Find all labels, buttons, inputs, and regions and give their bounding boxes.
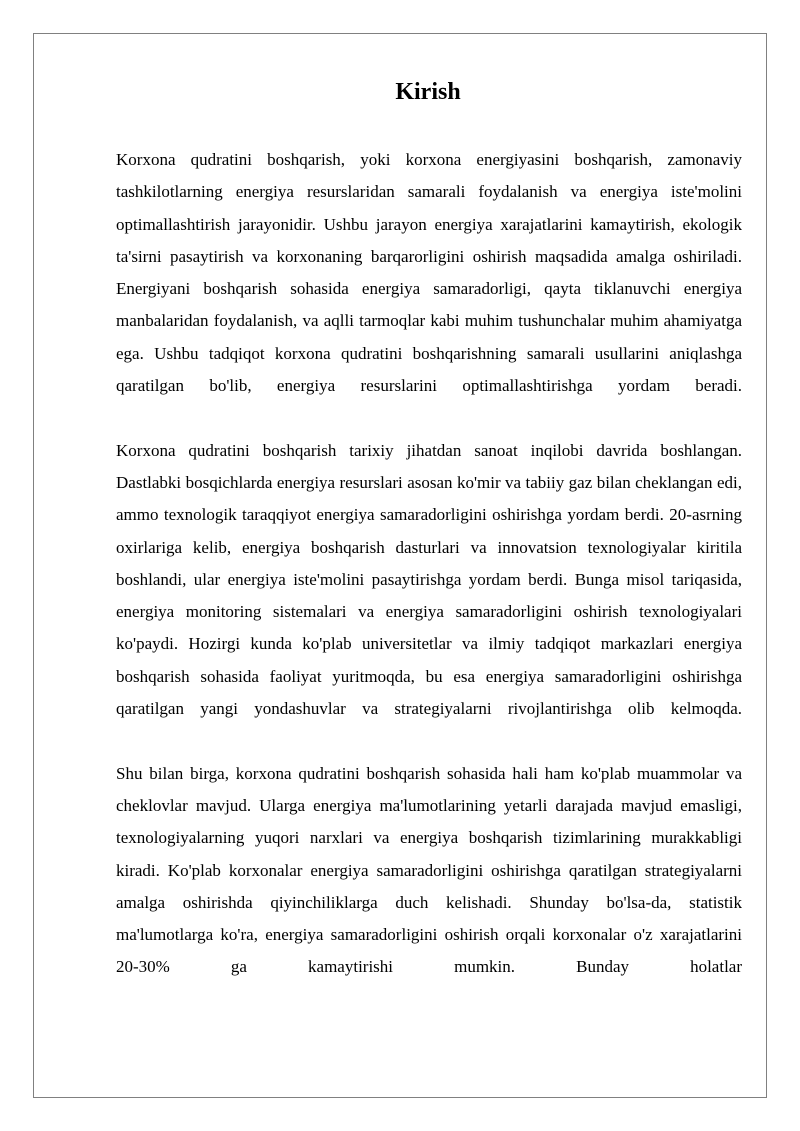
paragraph-2: Korxona qudratini boshqarish tarixiy jihatdan sanoat inqilobi davrida boshlangan. Dastlabki bosqichlarda energiya resurslari asosan ko'mir va tabiiy gaz bilan cheklangan edi, ammo texnologik taraqqiyot energiya samaradorligini oshirishga yordam berdi. 20-asrning oxirlariga kelib, energiya boshqarish dasturlari va innovatsion texnologiyalar kiritila boshlandi, ular energiya iste'molini pasaytirishga yordam berdi. Bunga misol tariqasida, energiya monitoring sistemalari va energiya samaradorligini oshirish texnologiyalari ko'paydi. Hozirgi kunda ko'plab universitetlar va ilmiy tadqiqot markazlari energiya boshqarish sohasida faoliyat yuritmoqda, bu esa energiya samaradorligini oshirishga qaratilgan yangi yondashuvlar va strategiyalarni rivojlantirishga olib kelmoqda. bbox=[116, 440, 742, 719]
document-title: Kirish bbox=[395, 79, 461, 105]
paragraph-1: Korxona qudratini boshqarish, yoki korxona energiyasini boshqarish, zamonaviy tashkilotlarning energiya resurslaridan samarali foydalanish va energiya iste'molini optimallashtirish jarayonidir. Ushbu jarayon energiya xarajatlarini kamaytirish, ekologik ta'sirni pasaytirish va korxonaning barqarorligini oshirish maqsadida amalga oshiriladi. Energiyani boshqarish sohasida energiya samaradorligi, qayta tiklanuvchi energiya manbalaridan foydalanish, va aqlli tarmoqlar kabi muhim tushunchalar muhim ahamiyatga ega. Ushbu tadqiqot korxona qudratini boshqarishning samarali usullarini aniqlashga qaratilgan bo'lib, energiya resurslarini optimallashtirishga yordam beradi. bbox=[116, 150, 742, 396]
paragraph-3: Shu bilan birga, korxona qudratini boshqarish sohasida hali ham ko'plab muammolar va cheklovlar mavjud. Ularga energiya ma'lumotlarining yetarli darajada mavjud emasligi, texnologiyalarning yuqori narxlari va energiya boshqarish tizimlarining murakkabligi kiradi. Ko'plab korxonalar energiya samaradorligini oshirishga qaratilgan strategiyalarni amalga oshirishda qiyinchiliklarga duch kelishadi. Shunday bo'lsa-da, statistik ma'lumotlarga ko'ra, energiya samaradorligini oshirish orqali korxonalar o'z xarajatlarini 20-30% ga kamaytirishi mumkin. Bunday holatlar bbox=[116, 763, 742, 977]
document-body bbox=[116, 144, 742, 984]
